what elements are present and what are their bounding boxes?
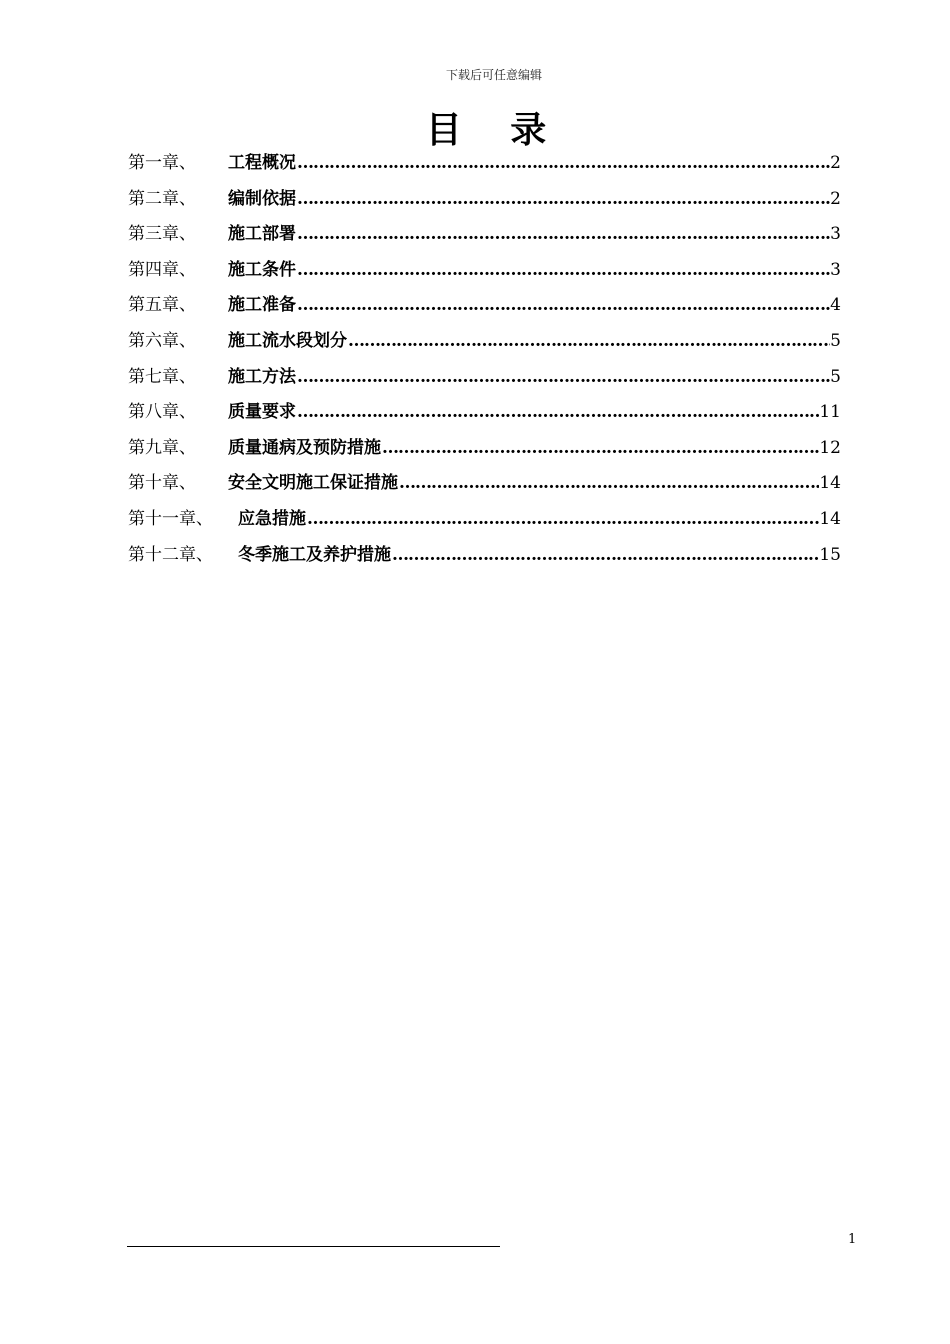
chapter-label: 第九章、 [128, 437, 196, 458]
chapter-label: 第三章、 [128, 224, 196, 245]
page-number: 3 [830, 224, 841, 245]
dot-leader [391, 542, 819, 568]
chapter-label: 第七章、 [128, 366, 196, 387]
chapter-label: 第四章、 [128, 259, 196, 280]
page-number: 2 [830, 153, 841, 173]
chapter-label: 第八章、 [128, 402, 196, 423]
chapter-title: 安全文明施工保证措施 [228, 473, 398, 494]
chapter-label: 第十一章、 [128, 508, 213, 529]
page-number: 5 [830, 366, 841, 387]
chapter-label: 第一章、 [128, 153, 196, 173]
toc-entry[interactable] [128, 292, 841, 328]
chapter-title: 施工流水段划分 [228, 330, 347, 351]
chapter-label: 第五章、 [128, 295, 196, 316]
chapter-label: 第十章、 [128, 473, 196, 494]
dot-leader [296, 364, 830, 390]
page-number: 12 [819, 437, 841, 458]
dot-leader [347, 328, 830, 354]
page-number: 2 [830, 188, 841, 209]
toc-entry[interactable] [128, 221, 841, 257]
dot-leader [296, 399, 819, 425]
toc-entry[interactable] [128, 257, 841, 293]
table-of-contents [128, 150, 841, 577]
chapter-title: 质量通病及预防措施 [228, 437, 381, 458]
dot-leader [296, 257, 830, 283]
chapter-label: 第十二章、 [128, 544, 213, 565]
chapter-title: 编制依据 [228, 188, 296, 209]
footer-divider [127, 1246, 500, 1247]
footer-page-number: 1 [848, 1232, 857, 1247]
toc-entry[interactable] [128, 470, 841, 506]
chapter-title: 施工准备 [228, 295, 296, 316]
chapter-title: 施工条件 [228, 259, 296, 280]
page-number: 14 [819, 508, 841, 529]
chapter-label: 第二章、 [128, 188, 196, 209]
dot-leader [381, 435, 819, 461]
page-number: 3 [830, 259, 841, 280]
dot-leader [398, 470, 819, 496]
chapter-label: 第六章、 [128, 330, 196, 351]
chapter-title: 应急措施 [238, 508, 306, 529]
toc-entry[interactable] [128, 150, 841, 186]
toc-entry[interactable] [128, 435, 841, 471]
dot-leader [296, 150, 830, 176]
dot-leader [306, 506, 819, 532]
page-number: 4 [830, 295, 841, 316]
chapter-title: 施工部署 [228, 224, 296, 245]
page-number: 15 [819, 544, 841, 565]
toc-entry[interactable] [128, 328, 841, 364]
page-number: 11 [819, 402, 841, 423]
dot-leader [296, 186, 830, 212]
chapter-title: 施工方法 [228, 366, 296, 387]
page-number: 5 [830, 330, 841, 351]
toc-entry[interactable] [128, 186, 841, 222]
page-title: 目 录 [425, 110, 565, 151]
toc-entry[interactable] [128, 506, 841, 542]
chapter-title: 质量要求 [228, 402, 296, 423]
toc-entry[interactable] [128, 542, 841, 578]
dot-leader [296, 292, 830, 318]
toc-entry[interactable] [128, 399, 841, 435]
page-number: 14 [819, 473, 841, 494]
chapter-title: 工程概况 [228, 153, 296, 173]
chapter-title: 冬季施工及养护措施 [238, 544, 391, 565]
toc-entry[interactable] [128, 364, 841, 400]
dot-leader [296, 221, 830, 247]
header-note: 下载后可任意编辑 [445, 68, 542, 82]
